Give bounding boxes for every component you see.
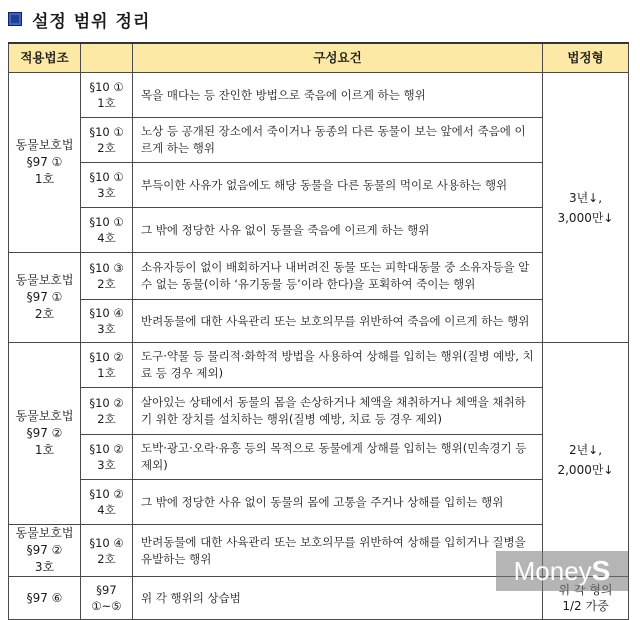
- table-row: [9, 118, 629, 163]
- law-cell: 동물보호법 §97 ② 1호: [9, 343, 81, 525]
- requirement-cell: 살아있는 상태에서 동물의 몸을 손상하거나 체액을 채취하거나 체액을 채취하기 위한 장치를 설치하는 행위(질병 예방, 치료 등 경우 제외): [133, 388, 543, 435]
- section-cell: §10 ① 1호: [81, 73, 133, 118]
- table-row: [9, 343, 629, 388]
- requirement-cell: 노상 등 공개된 장소에서 죽이거나 동종의 다른 동물이 보는 앞에서 죽음에 이르게 하는 행위: [133, 118, 543, 163]
- requirement-cell: 소유자등이 없이 배회하거나 내버려진 동물 또는 피학대동물 중 소유자등을 알 수 없는 동물(이하 ‘유기동물 등’이라 한다)을 포획하여 죽이는 행위: [133, 253, 543, 300]
- law-cell: 동물보호법 §97 ① 2호: [9, 253, 81, 343]
- section-cell: §10 ② 2호: [81, 388, 133, 435]
- table-row: [9, 253, 629, 300]
- requirement-cell: 그 밖에 정당한 사유 없이 동물의 몸에 고통을 주거나 상해를 입히는 행위: [133, 480, 543, 525]
- section-cell: §10 ③ 2호: [81, 253, 133, 300]
- table-row: [9, 73, 629, 118]
- section-cell: §10 ② 1호: [81, 343, 133, 388]
- requirement-cell: 도박·광고·오락·유흥 등의 목적으로 동물에게 상해를 입히는 행위(민속경기 등 제외): [133, 435, 543, 480]
- header-row: [9, 43, 629, 73]
- section-cell: §97 ①~⑤: [81, 577, 133, 620]
- penalty-table: [8, 42, 629, 620]
- section-title: [8, 6, 150, 32]
- requirement-cell: 반려동물에 대한 사육관리 또는 보호의무를 위반하여 죽음에 이르게 하는 행위: [133, 300, 543, 343]
- table-row: [9, 388, 629, 435]
- section-cell: §10 ② 3호: [81, 435, 133, 480]
- section-cell: §10 ④ 3호: [81, 300, 133, 343]
- requirement-cell: 그 밖에 정당한 사유 없이 동물을 죽음에 이르게 하는 행위: [133, 208, 543, 253]
- table-row: [9, 480, 629, 525]
- penalty-cell: 1/2 가중: [543, 577, 629, 620]
- table-row: [9, 435, 629, 480]
- section-cell: §10 ② 4호: [81, 480, 133, 525]
- requirement-cell: 목을 매다는 등 잔인한 방법으로 죽음에 이르게 하는 행위: [133, 73, 543, 118]
- section-cell: §10 ④ 2호: [81, 525, 133, 577]
- requirement-cell: 부득이한 사유가 없음에도 해당 동물을 다른 동물의 먹이로 사용하는 행위: [133, 163, 543, 208]
- square-bullet-icon: [8, 12, 22, 26]
- penalty-cell: 3년↓, 3,000만↓: [543, 73, 629, 343]
- section-cell: §10 ① 4호: [81, 208, 133, 253]
- penalty-cell: 2년↓, 2,000만↓: [543, 343, 629, 577]
- table-row: [9, 163, 629, 208]
- law-cell: 동물보호법 §97 ① 1호: [9, 73, 81, 253]
- requirement-cell: 도구·약물 등 물리적·화학적 방법을 사용하여 상해를 입히는 행위(질병 예방, 치료 등 경우 제외): [133, 343, 543, 388]
- law-cell: 동물보호법 §97 ② 3호: [9, 525, 81, 577]
- title-text: 설정 범위 정리: [32, 11, 151, 32]
- table-row: [9, 208, 629, 253]
- section-cell: §10 ① 3호: [81, 163, 133, 208]
- header-penalty: 법정형: [543, 43, 629, 73]
- moneys-watermark: Money S: [496, 551, 628, 591]
- table-row: [9, 300, 629, 343]
- section-cell: §10 ① 2호: [81, 118, 133, 163]
- requirement-cell: 위 각 행위의 상습범: [133, 577, 543, 620]
- header-law: 적용법조: [9, 43, 81, 73]
- law-cell: §97 ⑥: [9, 577, 81, 620]
- requirement-cell: 반려동물에 대한 사육관리 또는 보호의무를 위반하여 상해를 입히거나 질병을 유발하는 행위: [133, 525, 543, 577]
- header-requirement: 구성요건: [133, 43, 543, 73]
- header-section: [81, 43, 133, 73]
